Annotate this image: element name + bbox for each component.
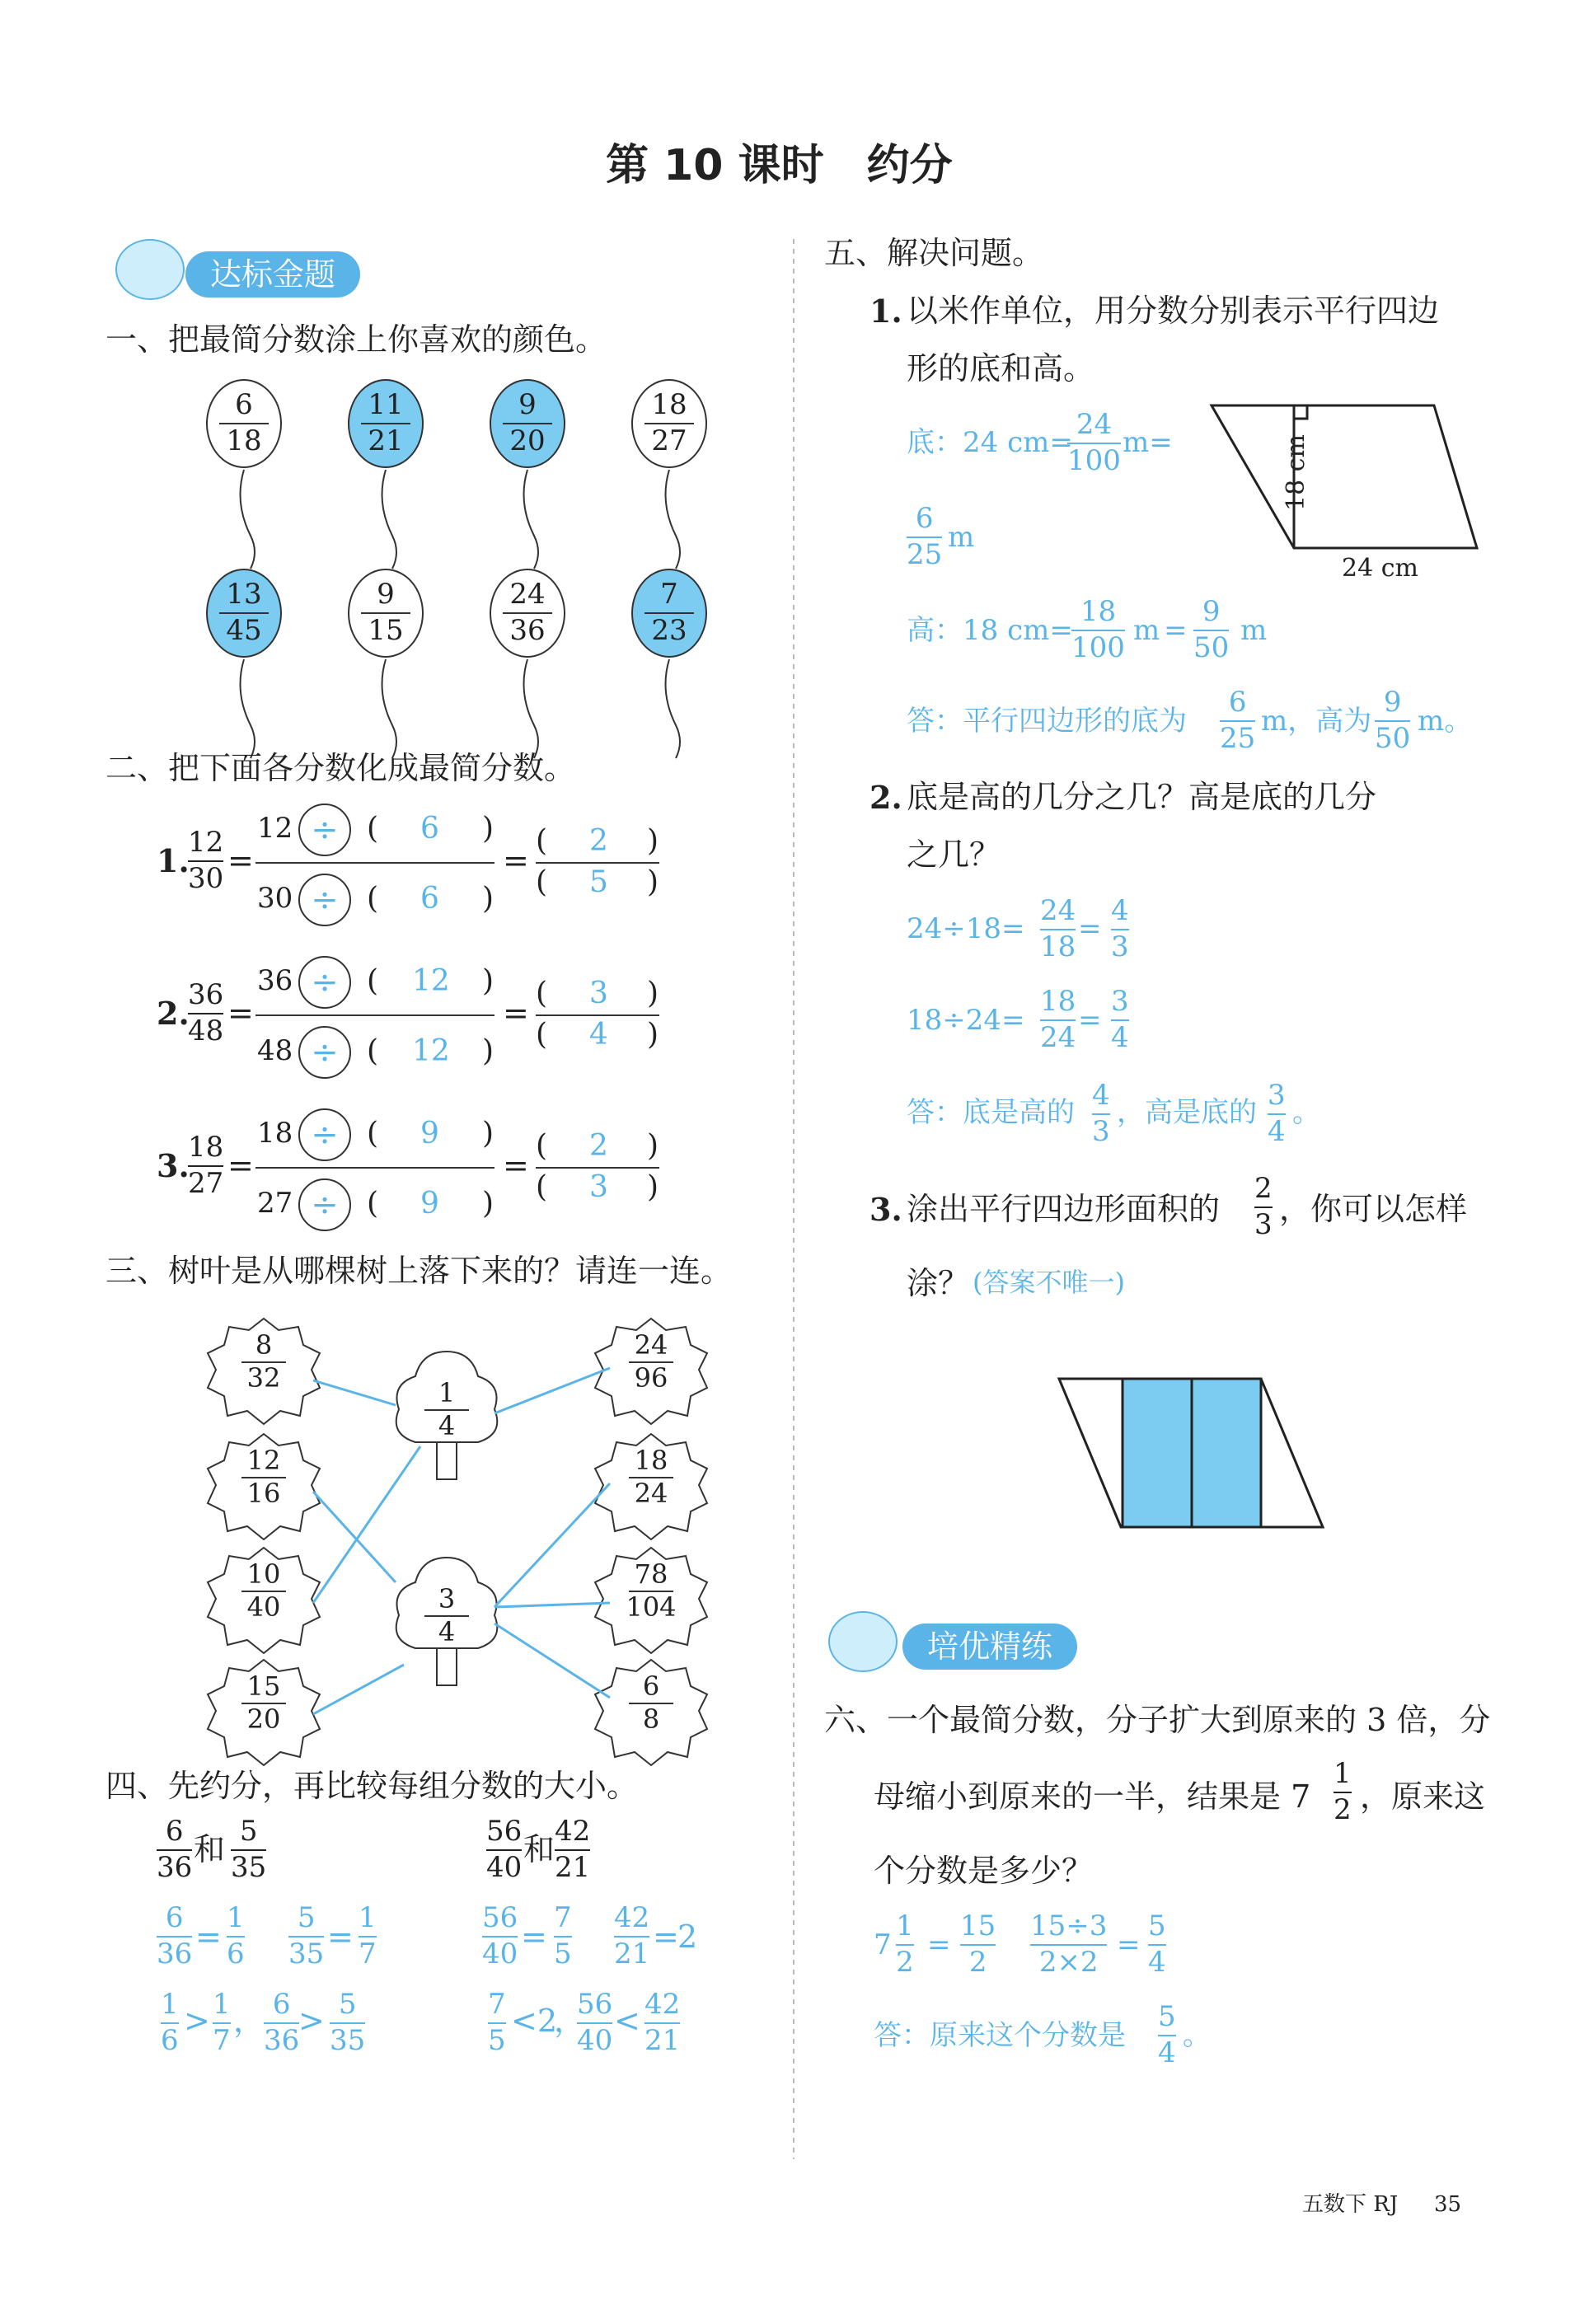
answer-fraction: 4 3: [1092, 1079, 1110, 1148]
paren-left: (: [536, 977, 548, 1010]
paren-right: ): [482, 812, 495, 846]
paren-right: ): [482, 1117, 495, 1150]
equals-sign: =: [927, 1928, 951, 1961]
problem-number: 2.: [869, 779, 902, 816]
denominator: 48: [257, 1034, 293, 1067]
answer-fraction: 5 35: [330, 1988, 366, 2057]
answer-fraction: 6 25: [1220, 686, 1256, 755]
paren-right: ): [482, 882, 495, 916]
answer-fraction: 1 7: [359, 1901, 377, 1970]
problem-text: ，你可以怎样: [1279, 1191, 1468, 1227]
panda-hero-icon: [828, 1611, 898, 1672]
problem-text: 底是高的几分之几？高是底的几分: [907, 779, 1377, 815]
operator-circle[interactable]: ÷: [298, 956, 351, 1009]
divisor-answer[interactable]: 12: [412, 964, 450, 998]
comma: ，: [233, 2003, 265, 2039]
result-denominator[interactable]: 5: [589, 865, 608, 899]
balloon[interactable]: 13 45: [206, 569, 282, 658]
balloon[interactable]: 24 36: [490, 569, 565, 658]
divisor-answer[interactable]: 6: [420, 812, 439, 846]
q2-fraction: 18 27: [188, 1131, 224, 1200]
and-text: 和: [523, 1831, 555, 1867]
divisor-answer[interactable]: 6: [420, 882, 439, 916]
leaf[interactable]: 6 8: [614, 1661, 688, 1752]
paren-left: (: [367, 882, 379, 916]
q6-text: 个分数是多少？: [874, 1853, 1094, 1889]
paren-left: (: [367, 1187, 379, 1221]
equals-sign: =: [503, 842, 529, 879]
section-badge-advanced: 培优精练: [902, 1624, 1077, 1670]
q4-label: 四、先约分，再比较每组分数的大小。: [105, 1768, 639, 1804]
paren-left: (: [536, 1170, 548, 1204]
balloon[interactable]: 6 18: [206, 379, 282, 468]
answer-text: 答：底是高的: [907, 1096, 1075, 1129]
answer-text: 24÷18=: [907, 912, 1025, 945]
figure-height-label: 18 cm: [1282, 434, 1310, 511]
paren-right: ): [647, 977, 659, 1010]
leaf[interactable]: 10 40: [227, 1549, 301, 1640]
leaf[interactable]: 15 20: [227, 1661, 301, 1752]
answer-text: ，高是底的: [1117, 1096, 1257, 1129]
operator-circle[interactable]: ÷: [298, 874, 351, 926]
leaf[interactable]: 18 24: [614, 1436, 688, 1526]
result-denominator[interactable]: 4: [589, 1018, 608, 1052]
operator-circle[interactable]: ÷: [298, 1108, 351, 1161]
tree[interactable]: 3 4: [410, 1574, 484, 1665]
value: 2: [537, 2003, 558, 2039]
balloon[interactable]: 9 15: [348, 569, 424, 658]
divisor-answer[interactable]: 12: [412, 1034, 450, 1068]
numerator: 18: [257, 1117, 293, 1150]
answer-fraction: 5 35: [288, 1901, 325, 1970]
equals-sign: =: [227, 995, 254, 1031]
unit: m: [1240, 614, 1268, 647]
paren-right: ): [482, 1187, 495, 1221]
equals-sign: =: [1078, 912, 1102, 945]
result-numerator[interactable]: 3: [589, 977, 608, 1010]
leaf[interactable]: 12 16: [227, 1436, 301, 1526]
answer-fraction: 24 100: [1067, 408, 1121, 477]
denominator: 30: [257, 882, 293, 915]
page-title: 第 10 课时 约分: [606, 141, 953, 190]
answer-fraction: 5 4: [1158, 2000, 1176, 2069]
paren-right: ): [647, 1129, 659, 1163]
balloon[interactable]: 11 21: [348, 379, 424, 468]
problem-number: 1.: [869, 293, 902, 330]
paren-right: ): [647, 824, 659, 858]
balloon[interactable]: 9 20: [490, 379, 565, 468]
paren-left: (: [367, 1034, 379, 1068]
answer-note: (答案不唯一): [973, 1267, 1125, 1298]
paren-left: (: [367, 964, 379, 998]
divisor-answer[interactable]: 9: [420, 1117, 439, 1150]
answer-fraction: 7 5: [554, 1901, 572, 1970]
answer-fraction: 1 2: [896, 1909, 914, 1979]
equals-sign: =: [195, 1919, 222, 1955]
answer-fraction: 42 21: [614, 1901, 650, 1970]
paren-right: ): [647, 1018, 659, 1052]
answer-fraction: 9 50: [1193, 595, 1230, 664]
paren-left: (: [536, 824, 548, 858]
q6-text: 母缩小到原来的一半，结果是 7: [874, 1778, 1311, 1815]
answer-fraction: 42 21: [645, 1988, 681, 2057]
answer-fraction: 15 2: [960, 1909, 996, 1979]
paren-left: (: [536, 865, 548, 899]
q2-item-number: 2.: [157, 995, 190, 1032]
answer-text: m。: [1418, 705, 1473, 738]
answer-text: m=: [1123, 426, 1173, 459]
operator-circle[interactable]: ÷: [298, 804, 351, 856]
unit: m: [948, 521, 975, 554]
answer-whole: 7: [874, 1928, 892, 1961]
problem-text: 形的底和高。: [907, 350, 1095, 387]
compare-sign: <: [511, 2003, 537, 2039]
fraction: 6 36: [157, 1815, 193, 1884]
section-badge-basic: 达标金题: [185, 251, 360, 298]
paren-left: (: [536, 1129, 548, 1163]
operator-circle[interactable]: ÷: [298, 1178, 351, 1231]
balloon[interactable]: 18 27: [631, 379, 707, 468]
footer-book: 五数下 RJ: [1302, 2192, 1399, 2217]
answer-fraction: 3 4: [1111, 985, 1129, 1054]
numerator: 36: [257, 964, 293, 997]
q6-text: ，原来这: [1360, 1778, 1486, 1815]
problem-text: 涂出平行四边形面积的: [907, 1191, 1221, 1227]
answer-fraction: 18 24: [1040, 985, 1076, 1054]
answer-fraction: 24 18: [1040, 894, 1076, 963]
answer-text: 答：平行四边形的底为: [907, 705, 1187, 738]
paren-left: (: [367, 1117, 379, 1150]
value: 2: [677, 1919, 698, 1955]
q3-label: 三、树叶是从哪棵树上落下来的？请连一连。: [105, 1253, 733, 1289]
equals-sign: =: [503, 995, 529, 1031]
tree[interactable]: 1 4: [410, 1368, 484, 1459]
parallelogram-figure: [1212, 405, 1477, 548]
q5-label: 五、解决问题。: [824, 235, 1044, 271]
equals-sign: =: [327, 1919, 354, 1955]
answer-text: 答：原来这个分数是: [874, 2019, 1126, 2052]
equals-sign: =: [227, 842, 254, 879]
paren-right: ): [647, 865, 659, 899]
figure-base-label: 24 cm: [1342, 554, 1418, 583]
leaf[interactable]: 8 32: [227, 1320, 301, 1411]
q2-label: 二、把下面各分数化成最简分数。: [105, 750, 576, 786]
fraction: 42 21: [555, 1815, 591, 1884]
result-numerator[interactable]: 2: [589, 824, 608, 858]
answer-text: 。: [1292, 1096, 1320, 1129]
compare-sign: >: [298, 2003, 325, 2039]
answer-fraction: 6 25: [907, 502, 943, 571]
equals-sign: =: [653, 1919, 679, 1955]
balloon[interactable]: 7 23: [631, 569, 707, 658]
problem-number: 3.: [869, 1191, 902, 1228]
unit: m: [1133, 614, 1160, 647]
fraction: 5 35: [231, 1815, 267, 1884]
panda-icon: [115, 239, 185, 300]
answer-fraction: 1 7: [213, 1988, 231, 2057]
paren-right: ): [482, 1034, 495, 1068]
paren-right: ): [482, 964, 495, 998]
answer-text: 18÷24=: [907, 1004, 1025, 1037]
answer-fraction: 6 36: [264, 1988, 300, 2057]
answer-fraction: 15÷3 2×2: [1030, 1909, 1108, 1979]
leaf[interactable]: 24 96: [614, 1320, 688, 1411]
q2-fraction: 36 48: [188, 978, 224, 1047]
answer-fraction: 1 6: [227, 1901, 245, 1970]
paren-left: (: [367, 812, 379, 846]
balloon-strings: [241, 470, 681, 758]
answer-fraction: 56 40: [482, 1901, 518, 1970]
equals-sign: =: [1078, 1004, 1102, 1037]
q2-item-number: 3.: [157, 1147, 190, 1184]
numerator: 12: [257, 812, 293, 845]
problem-text: 之几？: [907, 836, 1001, 873]
q2-item-number: 1.: [157, 842, 190, 879]
q6-text: 六、一个最简分数，分子扩大到原来的 3 倍，分: [824, 1702, 1491, 1738]
result-numerator[interactable]: 2: [589, 1129, 608, 1163]
answer-fraction: 4 3: [1111, 894, 1129, 963]
answer-fraction: 6 36: [157, 1901, 193, 1970]
fraction: 1 2: [1334, 1757, 1352, 1826]
problem-text: 涂？: [907, 1265, 970, 1301]
answer-fraction: 56 40: [577, 1988, 613, 2057]
answer-fraction: 7 5: [488, 1988, 506, 2057]
leaf[interactable]: 78 104: [626, 1558, 677, 1623]
equals-sign: =: [227, 1147, 254, 1183]
answer-text: 。: [1183, 2019, 1211, 2052]
answer-fraction: 9 50: [1375, 686, 1411, 755]
answer-fraction: 5 4: [1148, 1909, 1166, 1979]
equals-sign: =: [1117, 1928, 1141, 1961]
equals-sign: =: [521, 1919, 547, 1955]
answer-text: 高：18 cm=: [907, 614, 1073, 647]
denominator: 27: [257, 1187, 293, 1220]
compare-sign: <: [614, 2003, 640, 2039]
answer-fraction: 3 4: [1268, 1079, 1286, 1148]
fraction: 56 40: [486, 1815, 523, 1884]
parallelogram-shaded: [1059, 1379, 1323, 1527]
page-number: 35: [1434, 2192, 1462, 2217]
q1-label: 一、把最简分数涂上你喜欢的颜色。: [105, 321, 607, 358]
and-text: 和: [194, 1831, 226, 1867]
comma: ，: [554, 2003, 586, 2039]
answer-text: 底：24 cm=: [907, 426, 1073, 459]
problem-text: 以米作单位，用分数分别表示平行四边: [907, 293, 1440, 329]
compare-sign: >: [184, 2003, 210, 2039]
operator-circle[interactable]: ÷: [298, 1026, 351, 1079]
result-denominator[interactable]: 3: [589, 1170, 608, 1204]
answer-fraction: 18 100: [1071, 595, 1125, 664]
paren-right: ): [647, 1170, 659, 1204]
q2-fraction: 12 30: [188, 826, 224, 895]
paren-left: (: [536, 1018, 548, 1052]
answer-text: m，高为: [1261, 705, 1372, 738]
equals-sign: =: [1164, 614, 1188, 647]
divisor-answer[interactable]: 9: [420, 1187, 439, 1221]
equals-sign: =: [503, 1147, 529, 1183]
answer-fraction: 1 6: [161, 1988, 179, 2057]
fraction: 2 3: [1254, 1172, 1273, 1241]
